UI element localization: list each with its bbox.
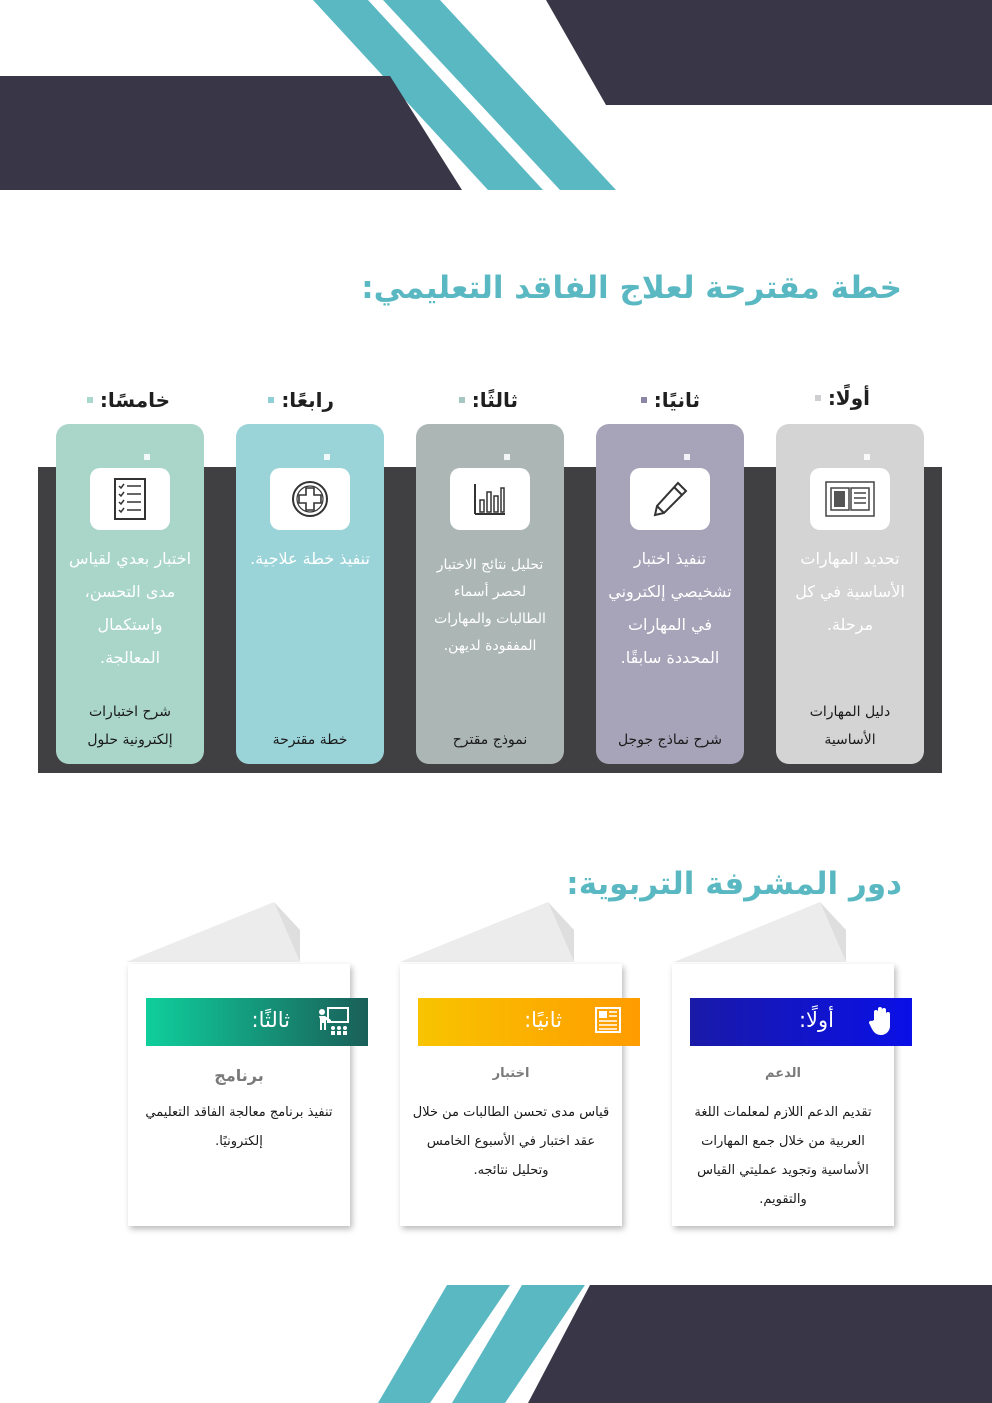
role-label: ثالثًا: [251,1008,290,1032]
step-description: اختبار بعدي لقياس مدى التحسن، واستكمال المعالجة. [68,549,192,667]
role-subtitle: اختبار [492,1066,530,1081]
step-description: تحديد المهارات الأساسية في كل مرحلة. [795,549,905,634]
step-card-5 [56,424,204,764]
step-label-text: أولًا: [827,385,870,410]
step-note: خطة مقترحة [272,732,348,748]
roles-title: دور المشرفة التربوية: [566,866,902,902]
fold-shape-2 [400,902,574,962]
step-label-2 [550,386,700,416]
step-card-1 [776,424,924,764]
role-text: تقديم الدعم اللازم لمعلمات اللغة العربية من خلال جمع المهارات الأساسية وتجويد عمليتي القياس والتقويم. [694,1105,872,1207]
step-label-4 [184,386,334,416]
icon-box [630,468,710,530]
checklist-icon [114,478,146,520]
step-label-text: رابعًا: [281,387,334,412]
step-note: شرح اختبارات إلكترونية حلول [87,704,173,748]
card-dot [864,454,870,460]
role-subtitle: الدعم [765,1066,801,1081]
raised-hand-icon [868,1006,894,1041]
role-bar [418,998,640,1046]
card-dot [144,454,150,460]
role-bar [690,998,912,1046]
step-label-5 [20,386,170,416]
fold-shape-3 [126,902,300,962]
role-card-1 [672,964,894,1226]
open-book-icon [825,481,875,517]
step-description: تنفيذ اختبار تشخيصي إلكتروني في المهارات المحددة سابقًا. [608,549,732,667]
label-square-icon [815,395,821,401]
label-square-icon [87,397,93,403]
step-label-text: ثالثًا: [471,387,518,412]
top-dark-stripe [546,0,992,105]
icon-box [810,468,890,530]
step-description: تحليل نتائج الاختبار لحصر أسماء الطالبات والمهارات المفقودة لديهن. [434,557,546,654]
label-square-icon [268,397,274,403]
newspaper-icon [594,1006,622,1039]
role-text: قياس مدى تحسن الطالبات من خلال عقد اختبار في الأسبوع الخامس وتحليل نتائجه. [412,1105,610,1178]
plan-title: خطة مقترحة لعلاج الفاقد التعليمي: [361,270,902,306]
role-label: ثانيًا: [524,1008,562,1032]
step-note: نموذج مقترح [452,732,528,748]
presentation-board-icon [316,1006,350,1041]
icon-box [270,468,350,530]
icon-box [450,468,530,530]
role-card-2 [400,964,622,1226]
role-text: تنفيذ برنامج معالجة الفاقد التعليمي إلكترونيًا. [145,1105,333,1149]
step-label-1 [720,384,870,414]
card-dot [504,454,510,460]
step-label-text: ثانيًا: [653,387,700,412]
fold-shape-1 [674,902,846,962]
step-label-3 [368,386,518,416]
step-card-2 [596,424,744,764]
step-card-3 [416,424,564,764]
icon-box [90,468,170,530]
top-dark-block [0,76,462,190]
card-dot [684,454,690,460]
step-label-text: خامسًا: [99,387,170,412]
pencil-icon [650,479,690,519]
step-note: دليل المهارات الأساسية [809,704,891,748]
step-card-4 [236,424,384,764]
step-note: شرح نماذج جوجل [617,732,723,748]
label-square-icon [641,397,647,403]
bottom-dark-block [528,1285,992,1403]
bar-chart-icon [473,482,507,516]
step-description: تنفيذ خطة علاجية. [250,549,370,568]
label-square-icon [459,397,465,403]
role-card-3 [128,964,350,1226]
role-label: أولًا: [798,1008,834,1032]
role-bar [146,998,368,1046]
role-subtitle: برنامج [214,1066,264,1085]
card-dot [324,454,330,460]
medical-cross-icon [290,479,330,519]
